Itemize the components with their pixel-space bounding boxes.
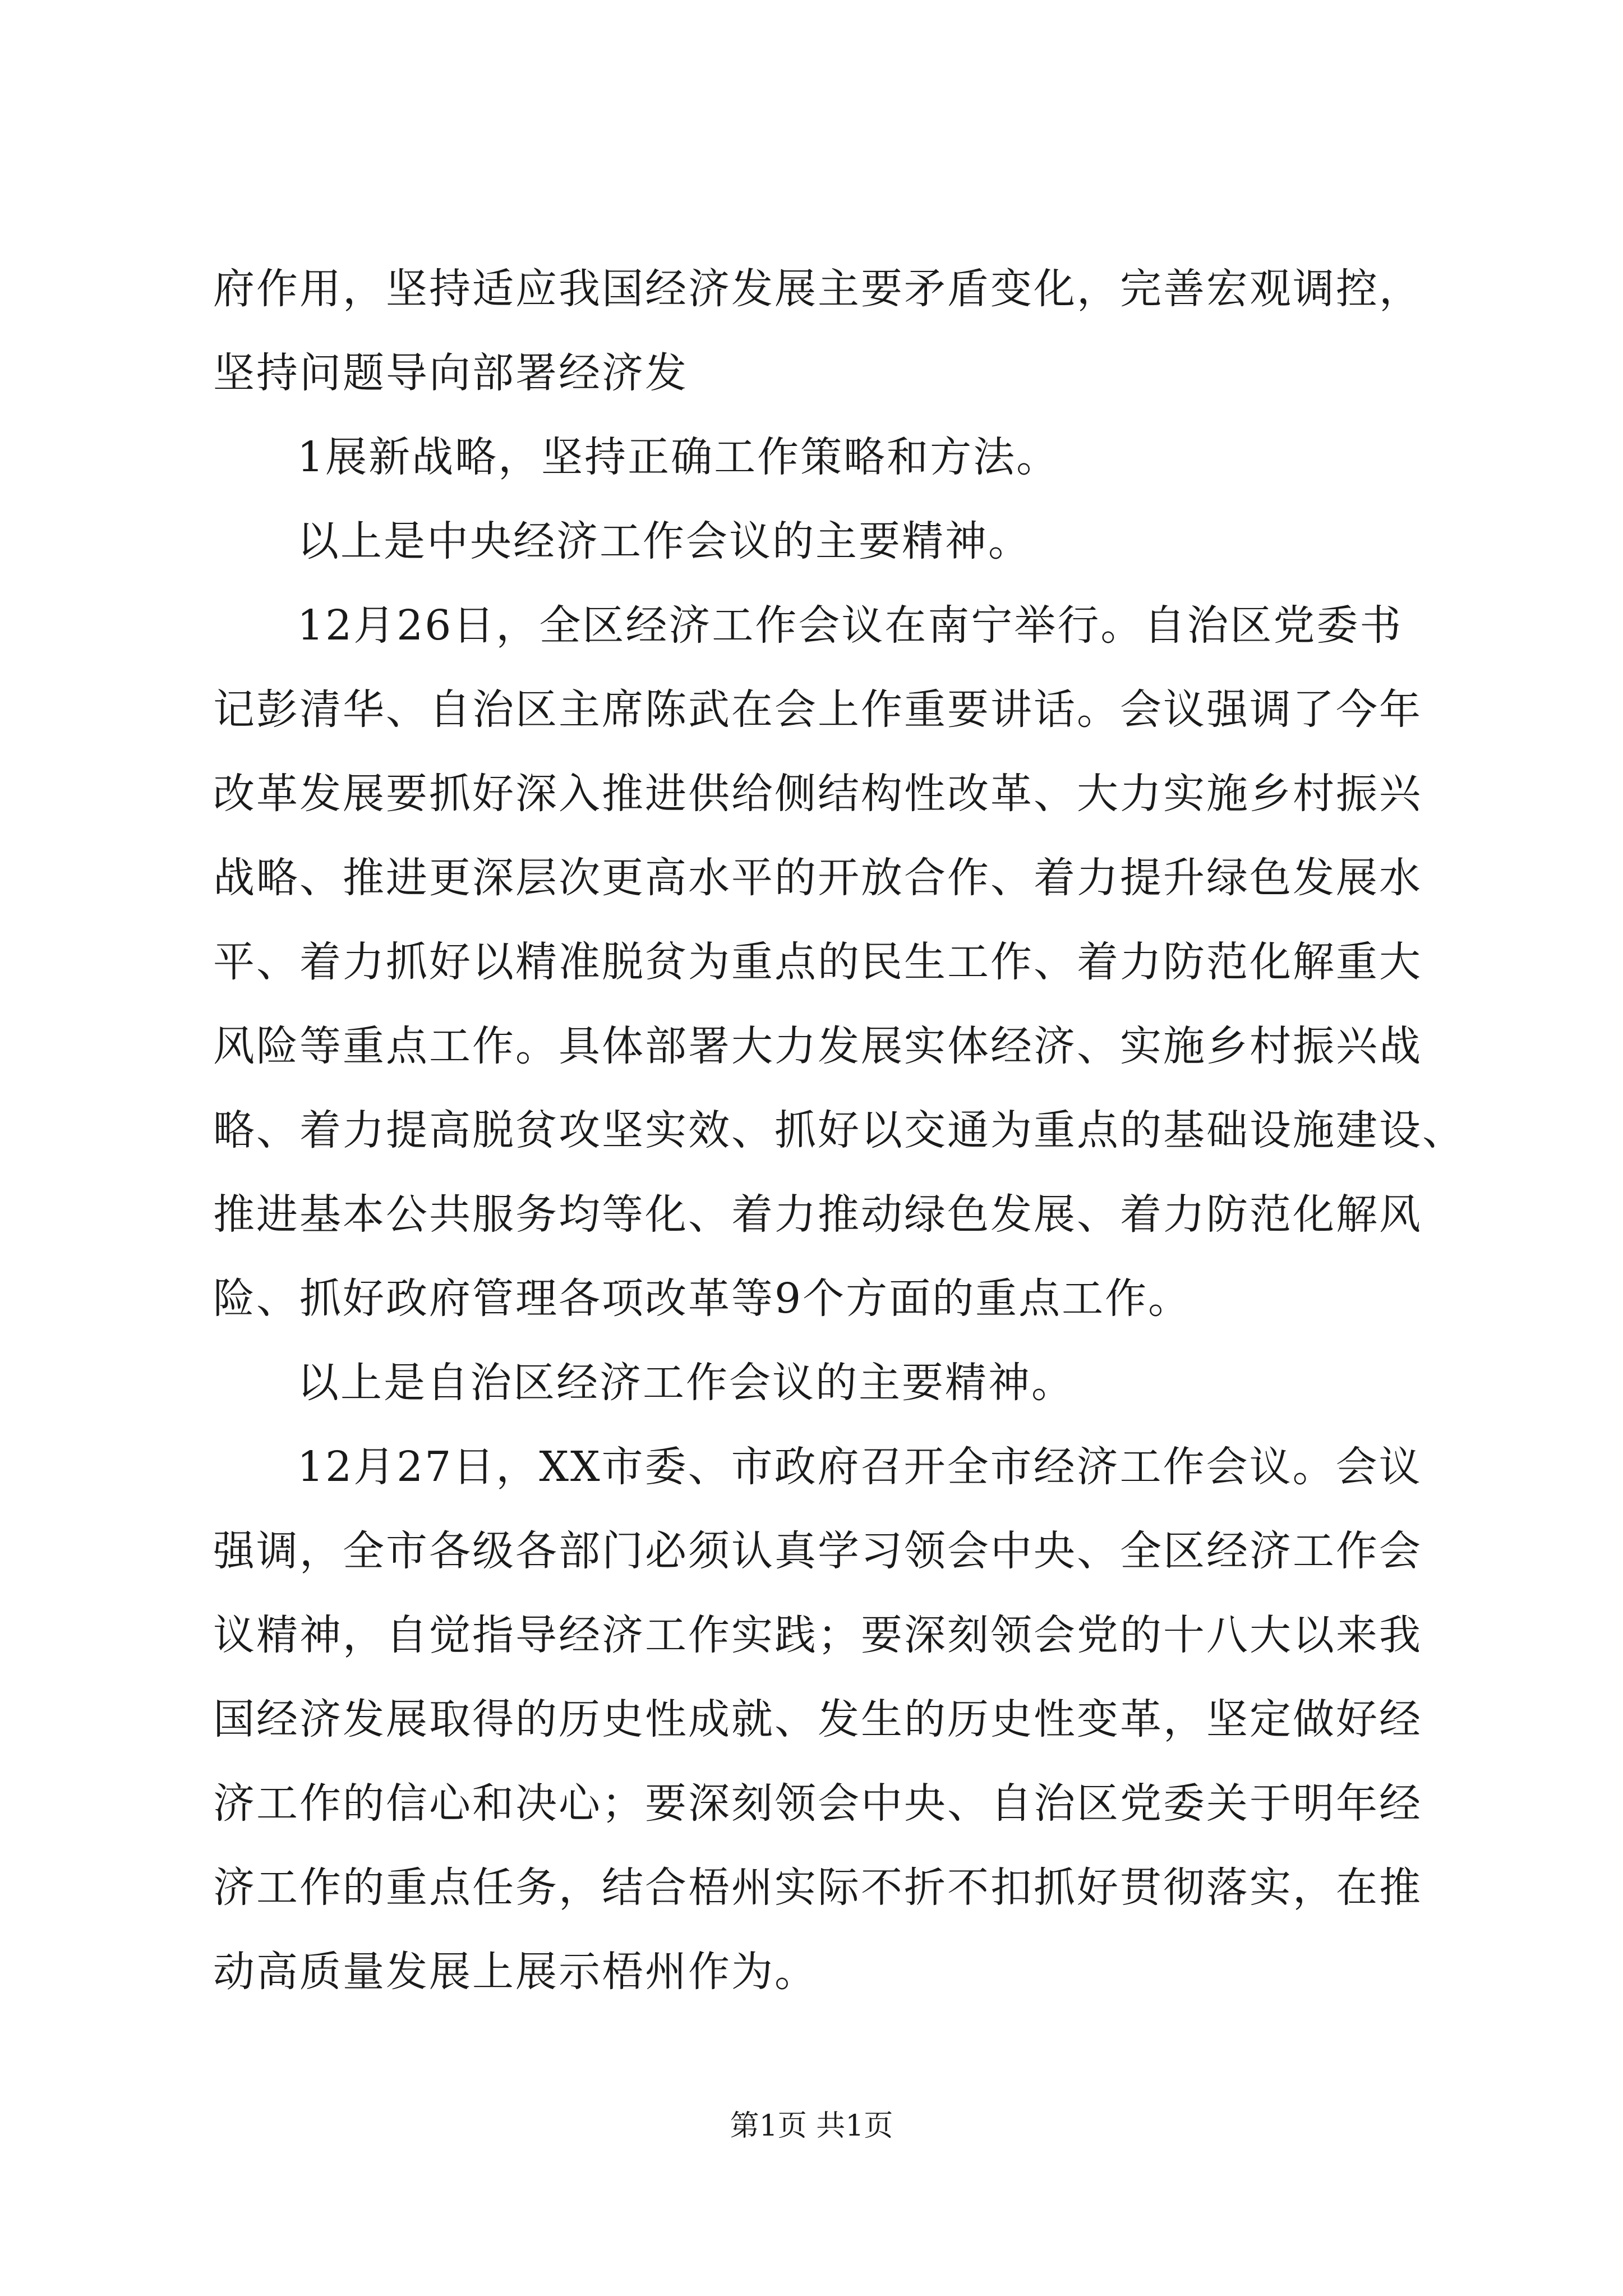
text-line: 强调，全市各级各部门必须认真学习领会中央、全区经济工作会 [213,1527,1422,1575]
text-line: 国经济发展取得的历史性成就、发生的历史性变革，坚定做好经 [213,1695,1422,1743]
text-line: 战略、推进更深层次更高水平的开放合作、着力提升绿色发展水 [213,854,1422,902]
text-line: 府作用，坚持适应我国经济发展主要矛盾变化，完善宏观调控， [213,265,1422,313]
text-line: 济工作的重点任务，结合梧州实际不折不扣抓好贯彻落实，在推 [213,1864,1422,1912]
text-line: 济工作的信心和决心；要深刻领会中央、自治区党委关于明年经 [213,1779,1422,1828]
text-line: 以上是中央经济工作会议的主要精神。 [297,517,1031,565]
document-body [213,247,1465,2014]
text-line: 险、抓好政府管理各项改革等9个方面的重点工作。 [213,1274,1192,1323]
text-line: 12月27日，XX市委、市政府召开全市经济工作会议。会议 [297,1443,1422,1491]
text-line: 以上是自治区经济工作会议的主要精神。 [297,1359,1075,1407]
text-line: 记彭清华、自治区主席陈武在会上作重要讲话。会议强调了今年 [213,685,1422,734]
page-footer: 第1页 共1页 [730,2109,893,2143]
text-line: 坚持问题导向部署经济发 [213,349,688,397]
text-line: 推进基本公共服务均等化、着力推动绿色发展、着力防范化解风 [213,1190,1422,1239]
text-line: 1展新战略，坚持正确工作策略和方法。 [297,433,1060,481]
text-line: 风险等重点工作。具体部署大力发展实体经济、实施乡村振兴战 [213,1022,1422,1070]
text-line: 略、着力提高脱贫攻坚实效、抓好以交通为重点的基础设施建设、 [213,1106,1465,1154]
text-line: 议精神，自觉指导经济工作实践；要深刻领会党的十八大以来我 [213,1611,1422,1659]
text-line: 动高质量发展上展示梧州作为。 [213,1948,818,1996]
text-line: 12月26日，全区经济工作会议在南宁举行。自治区党委书 [297,601,1403,650]
text-line: 平、着力抓好以精准脱贫为重点的民生工作、着力防范化解重大 [213,938,1422,986]
text-line: 改革发展要抓好深入推进供给侧结构性改革、大力实施乡村振兴 [213,770,1422,818]
